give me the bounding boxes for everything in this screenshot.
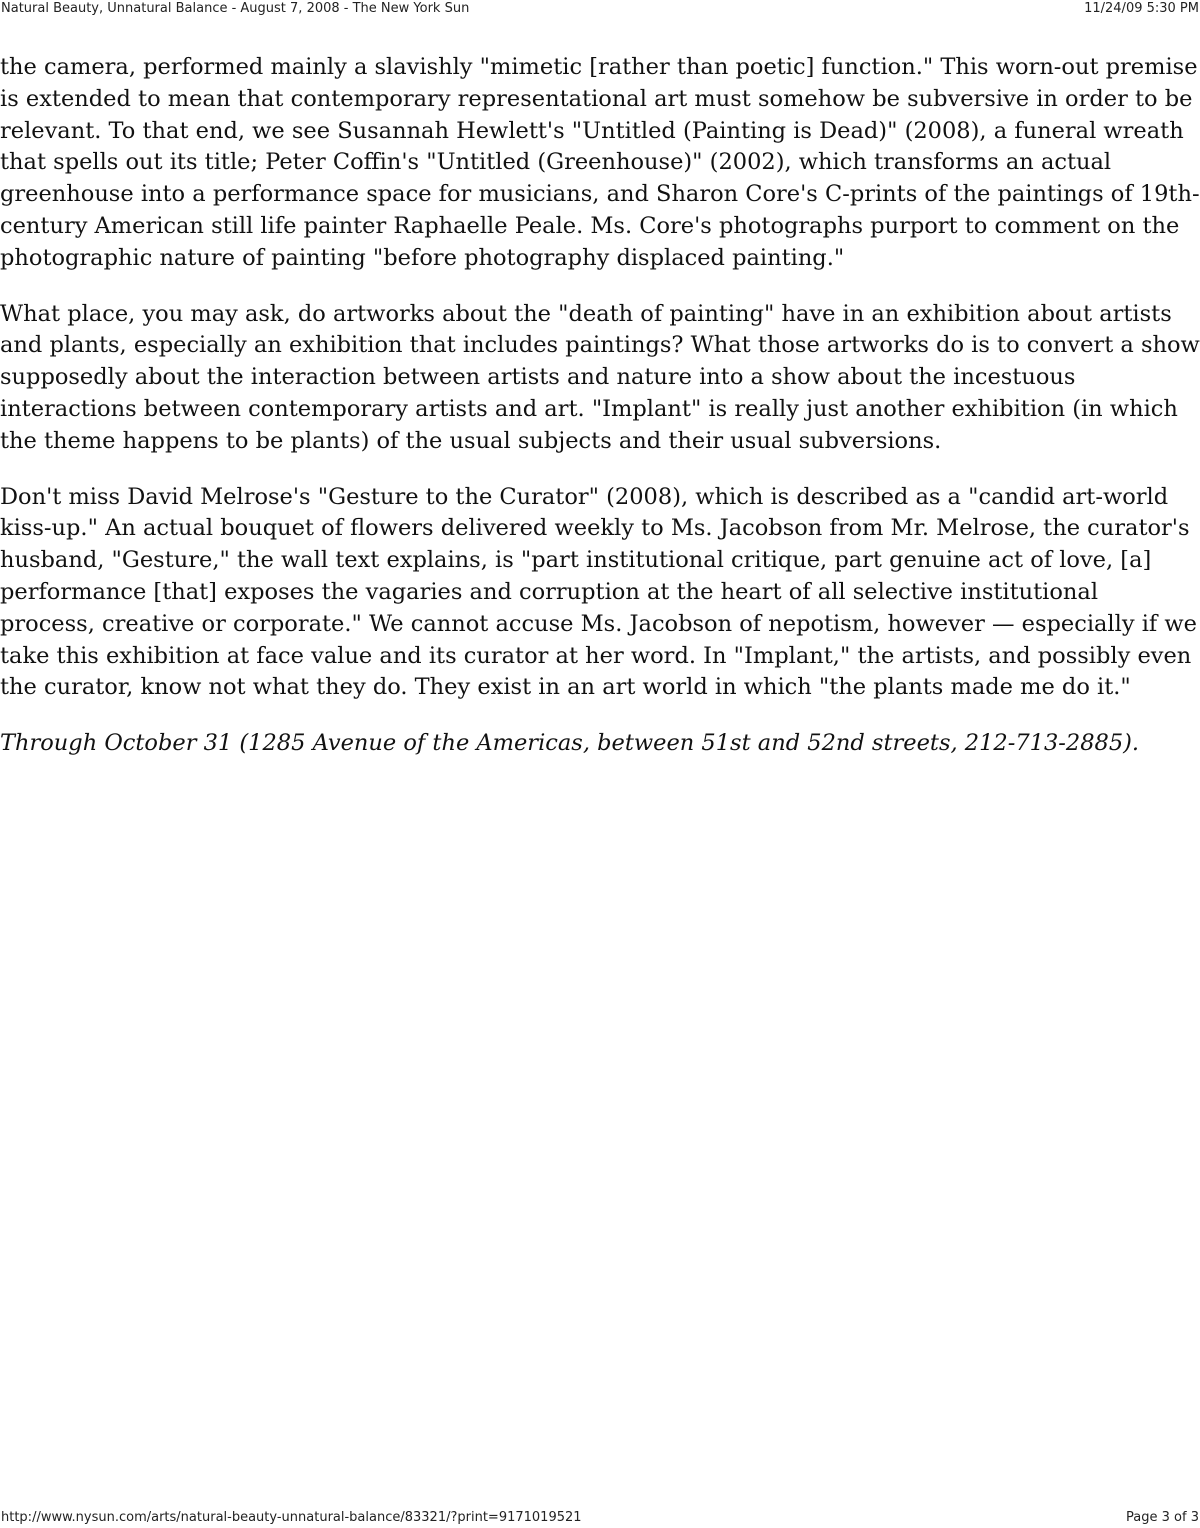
page-number: Page 3 of 3	[1126, 1510, 1199, 1525]
page-url: http://www.nysun.com/arts/natural-beauty-unnatural-balance/83321/?print=9171019521	[1, 1510, 582, 1525]
page-title: Natural Beauty, Unnatural Balance - August 7, 2008 - The New York Sun	[1, 1, 470, 16]
exhibition-info: Through October 31 (1285 Avenue of the Americas, between 51st and 52nd streets, 212-713-2885).	[0, 730, 1140, 757]
print-datetime: 11/24/09 5:30 PM	[1084, 1, 1199, 16]
article-paragraph-1: the camera, performed mainly a slavishly "mimetic [rather than poetic] function." This worn-out premise is extended to mean that contemporary representational art must somehow be subversive in order to be relevant. To that end, we see Susannah Hewlett's "Untitled (Painting is Dead)" (2008), a funeral wreath that spells out its title; Peter Coffin's "Untitled (Greenhouse)" (2002), which transforms an actual greenhouse into a performance space for musicians, and Sharon Core's C-prints of the paintings of 19th-century American still life painter Raphaelle Peale. Ms. Core's photographs purport to comment on the photographic nature of painting "before photography displaced painting."	[0, 54, 1200, 271]
print-footer	[0, 1509, 1200, 1527]
article-paragraph-2: What place, you may ask, do artworks about the "death of painting" have in an exhibition about artists and plants, especially an exhibition that includes paintings? What those artworks do is to convert a show supposedly about the interaction between artists and nature into a show about the incestuous interactions between contemporary artists and art. "Implant" is really just another exhibition (in which the theme happens to be plants) of the usual subjects and their usual subversions.	[0, 300, 1200, 454]
article-body	[0, 52, 1200, 784]
article-paragraph-3: Don't miss David Melrose's "Gesture to the Curator" (2008), which is described as a "candid art-world kiss-up." An actual bouquet of flowers delivered weekly to Ms. Jacobson from Mr. Melrose, the curator's husband, "Gesture," the wall text explains, is "part institutional critique, part genuine act of love, [a] performance [that] exposes the vagaries and corruption at the heart of all selective institutional process, creative or corporate." We cannot accuse Ms. Jacobson of nepotism, however — especially if we take this exhibition at face value and its curator at her word. In "Implant," the artists, and possibly even the curator, know not what they do. They exist in an art world in which "the plants made me do it."	[0, 483, 1197, 701]
print-header	[0, 0, 1200, 18]
